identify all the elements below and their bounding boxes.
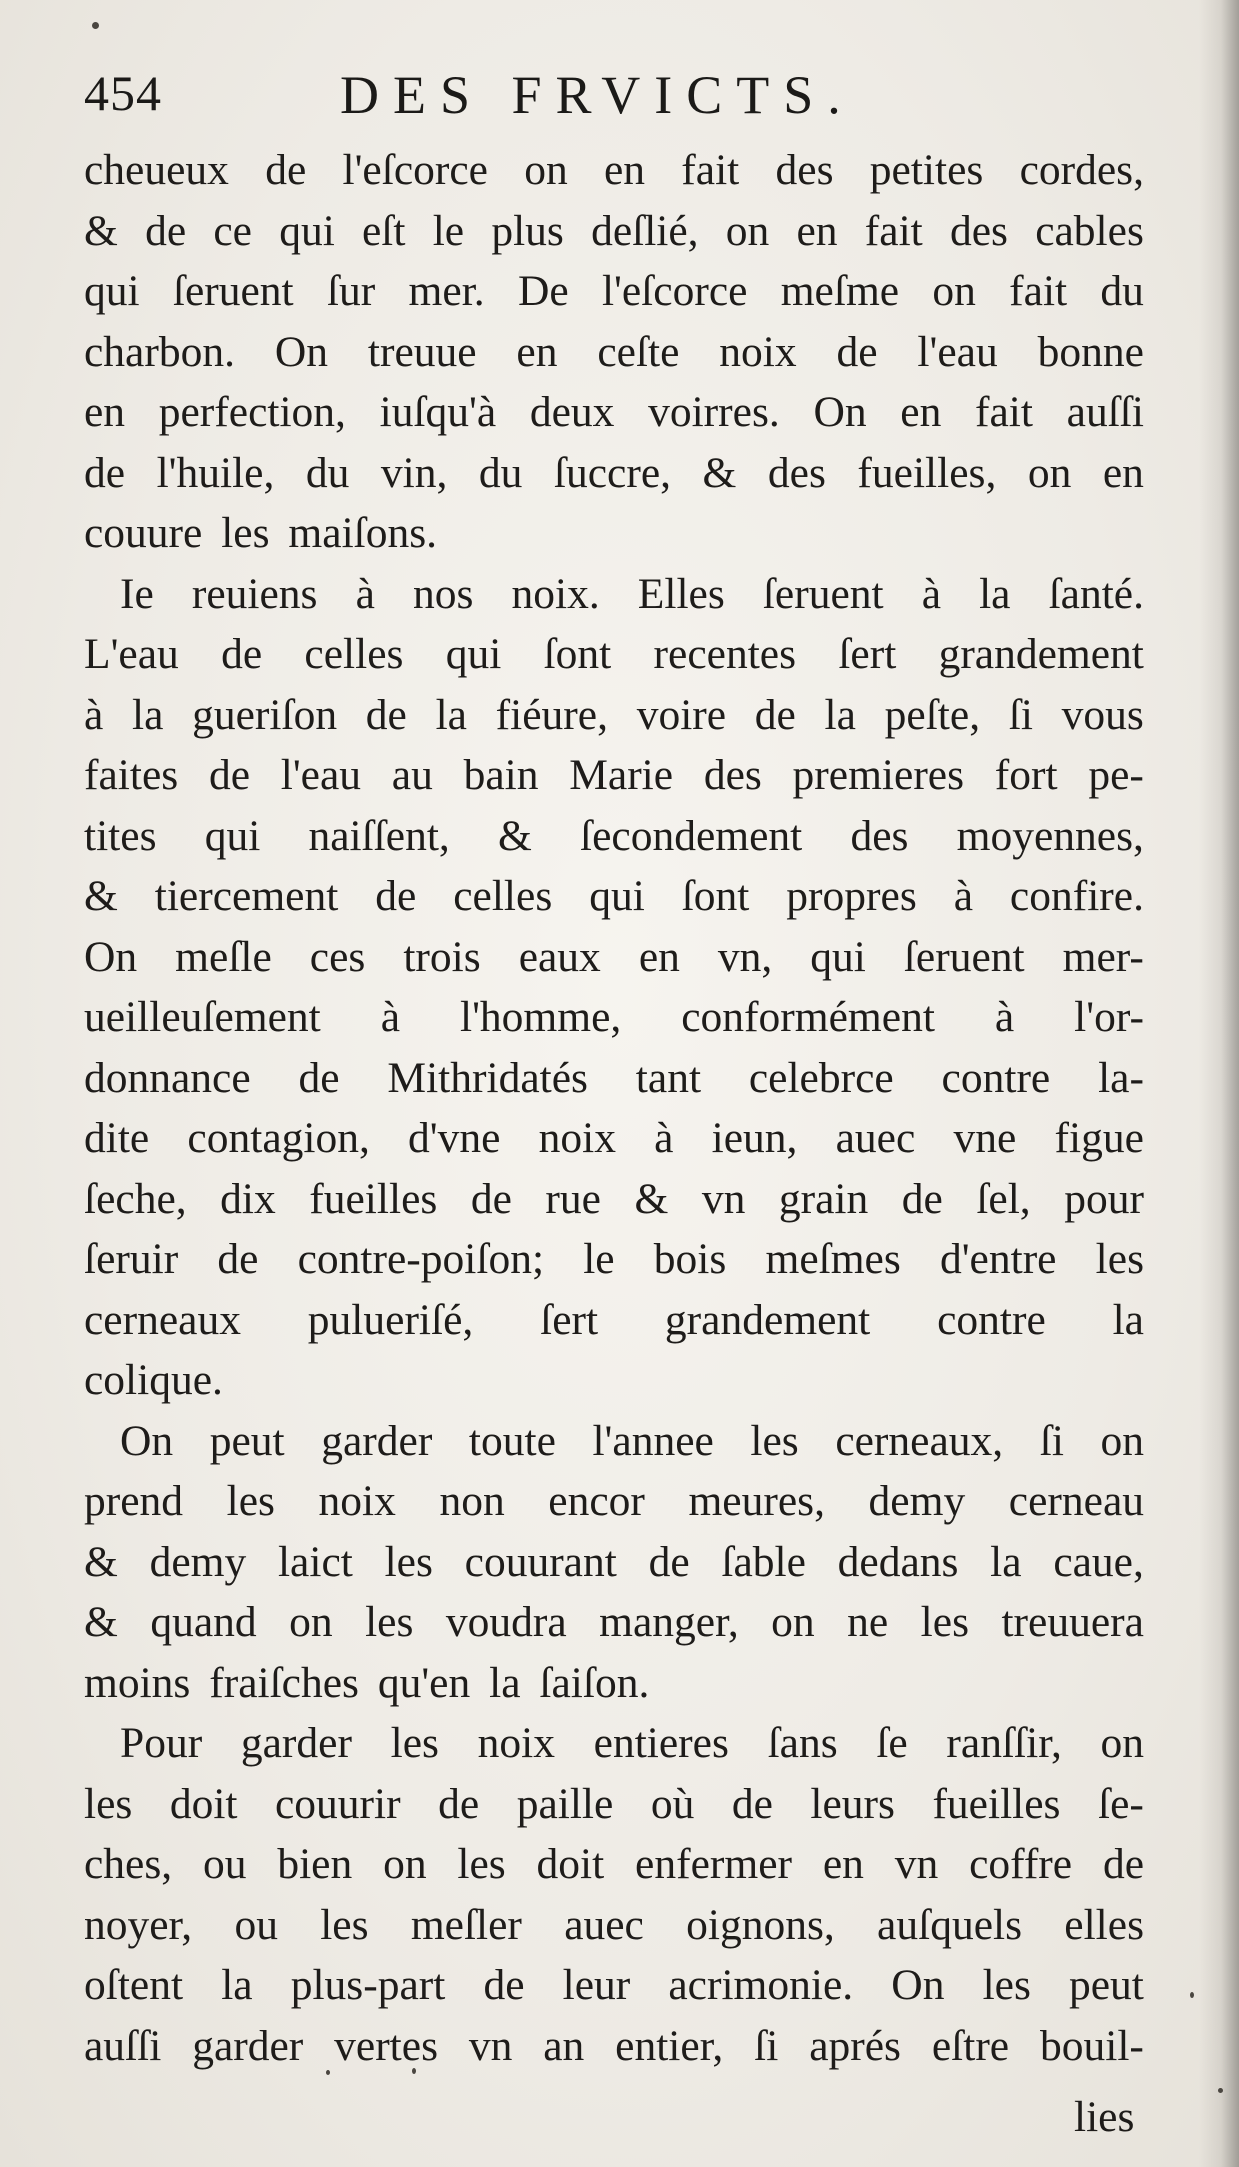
text-line: qui ſeruent ſur mer. De l'eſcorce meſme on fait du (84, 267, 1144, 315)
text-line: On meſle ces trois eaux en vn, qui ſeruent mer- (84, 932, 1144, 981)
ink-speck (1218, 2088, 1223, 2093)
text-line: faites de l'eau au bain Marie des premieres fort pe- (84, 751, 1144, 799)
text-line: cerneaux pulueriſé, ſert grandement contre la (84, 1295, 1144, 1344)
text-line: ſeruir de contre-poiſon; le bois meſmes d'entre les (84, 1235, 1144, 1283)
ink-speck (92, 22, 99, 29)
text-line: L'eau de celles qui ſont recentes ſert grandement (84, 630, 1144, 678)
text-line: ſeche, dix fueilles de rue & vn grain de ſel, pour (84, 1174, 1144, 1223)
text-line: On peut garder toute l'annee les cerneaux, ſi on (120, 1416, 1144, 1465)
binding-shadow (1199, 0, 1239, 2167)
text-line: moins fraiſches qu'en la ſaiſon. (84, 1658, 650, 1707)
text-line: les doit couurir de paille où de leurs fueilles ſe- (84, 1779, 1144, 1828)
text-line: de l'huile, du vin, du ſuccre, & des fueilles, on en (84, 448, 1144, 497)
text-line: ueilleuſement à l'homme, conformément à l'or- (84, 993, 1144, 1041)
text-line: Ie reuiens à nos noix. Elles ſeruent à la ſanté. (120, 569, 1144, 618)
body-text (84, 140, 1144, 2076)
text-line: noyer, ou les meſler auec oignons, auſquels elles (84, 1900, 1144, 1949)
text-line: dite contagion, d'vne noix à ieun, auec vne figue (84, 1114, 1144, 1162)
text-line: prend les noix non encor meures, demy cerneau (84, 1477, 1144, 1525)
page-number: 454 (84, 65, 162, 121)
text-line: auſſi garder vertes vn an entier, ſi aprés eſtre bouil- (84, 2021, 1144, 2070)
text-line: en perfection, iuſqu'à deux voirres. On en fait auſſi (84, 388, 1144, 436)
text-line: Pour garder les noix entieres ſans ſe ranſſir, on (120, 1719, 1144, 1767)
text-line: à la gueriſon de la fiéure, voire de la peſte, ſi vous (84, 690, 1144, 739)
text-line: & quand on les voudra manger, on ne les treuuera (84, 1598, 1144, 1646)
text-line: couure les maiſons. (84, 509, 438, 557)
text-line: oſtent la plus-part de leur acrimonie. On les peut (84, 1961, 1144, 2009)
text-line: tites qui naiſſent, & ſecondement des moyennes, (84, 811, 1144, 860)
text-line: colique. (84, 1356, 223, 1404)
catchword: lies (1074, 2093, 1135, 2141)
text-line: & de ce qui eſt le plus deſlié, on en fait des cables (84, 206, 1144, 255)
ink-speck (1190, 1992, 1194, 1998)
running-head: DES FRVICTS. (340, 65, 855, 125)
text-line: cheueux de l'eſcorce on en fait des petites cordes, (84, 146, 1144, 194)
text-line: ches, ou bien on les doit enfermer en vn coffre de (84, 1840, 1144, 1888)
text-line: donnance de Mithridatés tant celebrce contre la- (84, 1053, 1144, 1102)
text-line: & demy laict les couurant de ſable dedans la caue, (84, 1537, 1144, 1586)
text-line: & tiercement de celles qui ſont propres à confire. (84, 872, 1144, 920)
text-line: charbon. On treuue en ceſte noix de l'eau bonne (84, 327, 1144, 376)
